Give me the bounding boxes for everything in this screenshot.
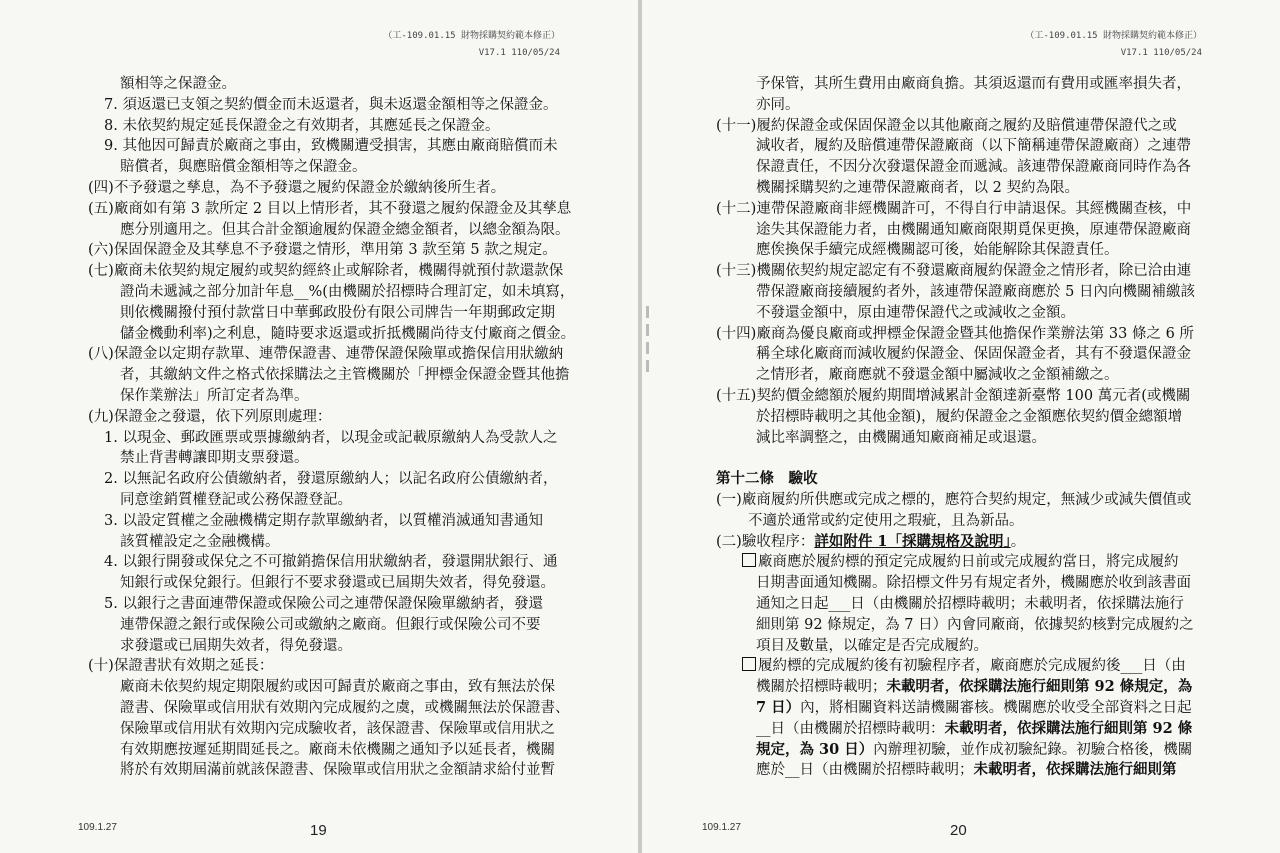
clause-line: 保險單或信用狀有效期內完成驗收者，該保證書、保險單或信用狀之: [120, 720, 555, 737]
clause-line: 應俟換保手續完成經機關認可後，始能解除其保證責任。: [756, 242, 1119, 259]
checkbox[interactable]: [742, 553, 756, 567]
checkbox[interactable]: [742, 657, 756, 671]
clause-line: 通知之日起___日（由機關於招標時載明；未載明者，依採購法施行: [756, 595, 1184, 612]
clause-line: 5. 以銀行之書面連帶保證或保險公司之連帶保證保險單繳納者，發還: [104, 595, 543, 612]
clause-line: (十一)履約保證金或保固保證金以其他廠商之履約及賠償連帶保證代之或: [716, 117, 1177, 134]
clause-line: 減收者，履約及賠償連帶保證廠商（以下簡稱連帶保證廠商）之連帶: [756, 138, 1191, 155]
clause-line: 額相等之保證金。: [120, 76, 236, 92]
header-revision: （工-109.01.15 財物採購契約範本修正）: [383, 31, 560, 41]
clause-line: 2. 以無記名政府公債繳納者，發還原繳納人；以記名政府公債繳納者，: [104, 471, 558, 488]
clause-line: 之情形者，廠商應就不發還金額中屬減收之金額補繳之。: [756, 367, 1119, 384]
clause-line: 4. 以銀行開發或保兌之不可撤銷擔保信用狀繳納者，發還開狀銀行、通: [104, 554, 558, 571]
clause-line: 不發還金額中，原由連帶保證代之或減收之金額。: [756, 304, 1075, 321]
clause-line: (一)廠商履約所供應或完成之標的，應符合契約規定，無減少或減失價值或: [716, 491, 1192, 508]
clause-line: 予保管，其所生費用由廠商負擔。其須返還而有費用或匯率損失者，: [756, 76, 1191, 92]
clause-line: 儲金機動利率)之利息，隨時要求返還或折抵機關尚待支付廠商之價金。: [120, 325, 576, 342]
header-version: V17.1 110/05/24: [1120, 48, 1202, 58]
page-date: 109.1.27: [78, 822, 117, 833]
page-number: 19: [310, 822, 327, 839]
clause-line: 知銀行或保兌銀行。但銀行不要求發還或已屆期失效者，得免發還。: [120, 575, 555, 592]
clause-line: 廠商未依契約規定期限履約或因可歸責於廠商之事由，致有無法於保: [120, 679, 555, 696]
clause-line: (九)保證金之發還，依下列原則處理：: [88, 408, 332, 425]
clause-line: 項目及數量，以確定是否完成履約。: [756, 637, 988, 654]
article-title: 第十二條 驗收: [716, 470, 818, 488]
clause-line: 稱全球化廠商而減收履約保證金、保固保證金者，其有不發還保證金: [756, 346, 1191, 363]
clause-line: 機關於招標時載明；未載明者，依採購法施行細則第 92 條規定，為: [756, 678, 1193, 696]
clause-line: 應分別適用之。但其合計金額逾履約保證金總金額者，以總金額為限。: [120, 221, 570, 238]
clause-line: 有效期應按遲延期間延長之。廠商未依機關之通知予以延長者，機關: [120, 741, 555, 758]
clause-line: (七)廠商未依契約規定履約或契約經終止或解除者，機關得就預付款還款保: [88, 263, 564, 280]
clause-line: 則依機關撥付預付款當日中華郵政股份有限公司牌告一年期郵政定期: [120, 304, 555, 321]
header-version: V17.1 110/05/24: [478, 48, 560, 58]
clause-line: 8. 未依契約規定延長保證金之有效期者，其應延長之保證金。: [104, 117, 500, 134]
clause-line: 將於有效期屆滿前就該保證書、保險單或信用狀之金額請求給付並暫: [120, 762, 555, 779]
clause-line: (四)不予發還之孳息，為不予發還之履約保證金於繳納後所生者。: [88, 179, 506, 196]
clause-line: 該質權設定之金融機構。: [120, 533, 280, 550]
clause-line: 規定，為 30 日）內辦理初驗，並作成初驗紀錄。初驗合格後，機關: [756, 740, 1193, 758]
clause-line: 於招標時載明之其他金額)，履約保證金之金額應依契約價金總額增: [756, 408, 1183, 425]
clause-line: 1. 以現金、郵政匯票或票據繳納者，以現金或記載原繳納人為受款人之: [104, 429, 558, 446]
clause-line: __日（由機關於招標時載明：未載明者，依採購法施行細則第 92 條: [756, 719, 1193, 737]
attachment-reference: 詳如附件 1「採購規格及說明」: [814, 532, 1011, 550]
clause-line: 日期書面通知機關。除招標文件另有規定者外，機關應於收到該書面: [756, 575, 1191, 592]
clause-line: 9. 其他因可歸責於廠商之事由，致機關遭受損害，其應由廠商賠償而未: [104, 138, 558, 155]
clause-line: 機關採購契約之連帶保證廠商者，以 2 契約為限。: [756, 179, 1079, 196]
clause-line: (十三)機關依契約規定認定有不發還廠商履約保證金之情形者，除已洽由連: [716, 263, 1192, 280]
clause-line: (十四)廠商為優良廠商或押標金保證金暨其他擔保作業辦法第 33 條之 6 所: [716, 325, 1194, 342]
clause-line: 禁止背書轉讓即期支票發還。: [120, 450, 309, 467]
clause-line: (十二)連帶保證廠商非經機關許可，不得自行申請退保。其經機關查核，中: [716, 200, 1192, 217]
clause-line: 者，其繳納文件之格式依採購法之主管機關於「押標金保證金暨其他擔: [120, 367, 570, 384]
binding-marks: [642, 300, 654, 410]
clause-line: 帶保證廠商接續履約者外，該連帶保證廠商應於 5 日內向機關補繳該: [756, 283, 1195, 300]
clause-line: (十)保證書狀有效期之延長：: [88, 658, 274, 675]
clause-line: 證書、保險單或信用狀有效期內完成履約之虞，或機關無法於保證書、: [120, 699, 570, 716]
clause-line: 7. 須返還已支領之契約價金而未返還者，與未返還金額相等之保證金。: [104, 96, 558, 113]
clause-line: 應於__日（由機關於招標時載明；未載明者，依採購法施行細則第: [756, 761, 1177, 779]
clause-line: 同意塗銷質權登記或公務保證登記。: [120, 491, 352, 508]
clause-line: (十五)契約價金總額於履約期間增減累計金額達新臺幣 100 萬元者(或機關: [716, 387, 1191, 404]
page-right: [642, 0, 1280, 853]
clause-line: 7 日）內，將相關資料送請機關審核。機關應於收受全部資料之日起: [756, 698, 1192, 716]
clause-line: 廠商應於履約標的預定完成履約日前或完成履約當日，將完成履約: [716, 552, 1195, 573]
clause-line: (六)保固保證金及其孳息不予發還之情形，準用第 3 款至第 5 款之規定。: [88, 242, 557, 259]
clause-line: 亦同。: [756, 96, 800, 113]
clause-line: (八)保證金以定期存款單、連帶保證書、連帶保證保險單或擔保信用狀繳納: [88, 346, 564, 363]
clause-line: 證尚未遞減之部分加計年息__%(由機關於招標時合理訂定，如未填寫，: [120, 283, 575, 300]
clause-line: [716, 532, 1195, 553]
clause-line: 賠償者，與應賠償金額相等之保證金。: [120, 159, 367, 176]
page-date: 109.1.27: [702, 822, 741, 833]
clause-line: 保作業辦法」所訂定者為準。: [120, 387, 309, 404]
clause-line: 3. 以設定質權之金融機構定期存款單繳納者，以質權消滅通知書通知: [104, 512, 543, 529]
clause-line: 細則第 92 條規定，為 7 日）內會同廠商，依據契約核對完成履約之: [756, 616, 1194, 633]
clause-line: 求發還或已屆期失效者，得免發還。: [120, 637, 352, 654]
page-number: 20: [950, 822, 967, 839]
page-left: [0, 0, 638, 853]
clause-line: 連帶保證之銀行或保險公司或繳納之廠商。但銀行或保險公司不要: [120, 616, 541, 633]
clause-line: 減比率調整之，由機關通知廠商補足或退還。: [756, 429, 1046, 446]
clause-line: (五)廠商如有第 3 款所定 2 目以上情形者，其不發還之履約保證金及其孳息: [88, 200, 572, 217]
clause-line: 保證責任，不因分次發還保證金而遞減。該連帶保證廠商同時作為各: [756, 159, 1191, 176]
clause-line: 不適於通常或約定使用之瑕疵，且為新品。: [748, 512, 1024, 529]
page-body-left: [88, 74, 575, 781]
clause-line: 途失其保證能力者，由機關通知廠商限期覓保更換，原連帶保證廠商: [756, 221, 1191, 238]
header-revision: （工-109.01.15 財物採購契約範本修正）: [1025, 31, 1202, 41]
deposit-clauses: [716, 74, 1195, 448]
checkbox-option-1: [716, 552, 1195, 656]
page-body-right: [716, 74, 1195, 781]
clause-line: 履約標的完成履約後有初驗程序者，廠商應於完成履約後___日（由: [716, 656, 1195, 677]
clause-suffix: 。: [1010, 533, 1026, 550]
clause-prefix: (二)驗收程序：: [716, 533, 815, 550]
